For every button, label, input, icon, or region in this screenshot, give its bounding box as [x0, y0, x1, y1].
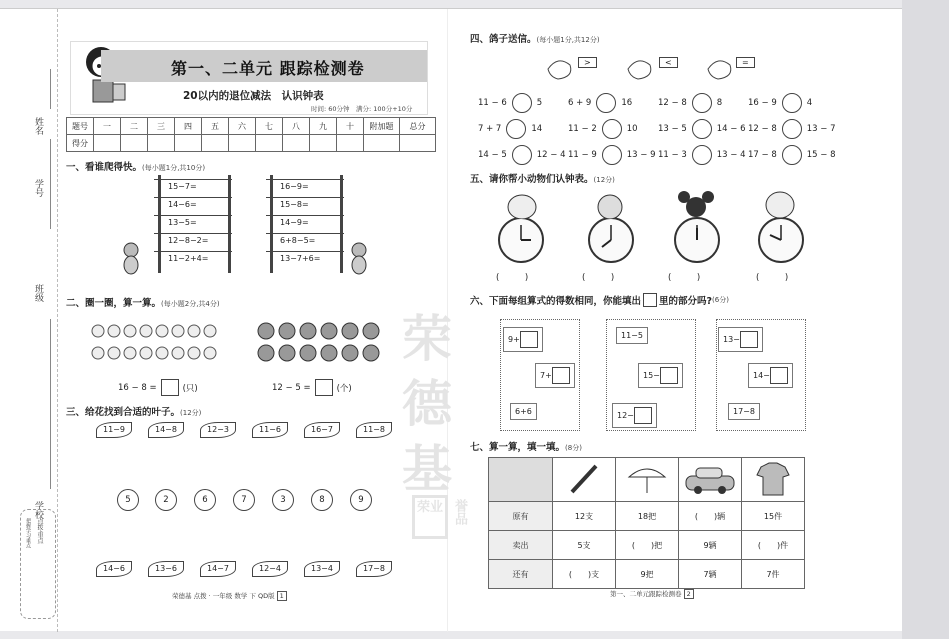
ladder-right: 16−9= 15−8= 14−9= 6+8−5= 13−7+6= [266, 175, 344, 273]
page-title: 第一、二单元 跟踪检测卷 [171, 59, 365, 78]
shirt-icon [742, 458, 805, 502]
q1-title: 一、看谁爬得快。(每小题1分,共10分) [66, 162, 206, 173]
title-banner [70, 41, 428, 115]
watermark-char-1: 荣 [402, 309, 452, 368]
watermark-char-2: 德 [402, 374, 452, 433]
leaf[interactable]: 14−8 [148, 422, 184, 438]
clock-answer[interactable]: ( ) [582, 273, 615, 283]
score-value-row: 得分 [67, 135, 436, 152]
q7-row: 还有 ( )支 9把 7辆 7件 [489, 560, 805, 589]
monkey-icon [118, 241, 144, 275]
leaf[interactable]: 16−7 [304, 422, 340, 438]
time-info: 时间: 60分钟 满分: 100分+10分 [311, 105, 413, 113]
q6-eq: 14− [748, 363, 793, 388]
label-name: 姓名 [33, 117, 43, 135]
label-student-id: 学号 [33, 179, 43, 197]
clock-icon [758, 217, 804, 263]
pigeon-icon [704, 53, 764, 83]
flower[interactable]: 8 [311, 489, 333, 511]
q4-row-1: 11 − 6 5 6 + 9 16 12 − 8 8 16 − 9 4 [478, 93, 838, 113]
flower[interactable]: 6 [194, 489, 216, 511]
q6-title: 六、下面每组算式的得数相同，你能填出 里的部分吗? (6分) [470, 293, 729, 307]
flower[interactable]: 9 [350, 489, 372, 511]
compare-circle[interactable] [692, 119, 712, 139]
q4-title: 四、鸽子送信。(每小题1分,共12分) [470, 34, 600, 45]
footer-left: 荣德基 点拨 · 一年级 数学 下 QD版 1 [172, 591, 287, 600]
q2-eq2: 12 − 5 = (个) [272, 379, 352, 396]
q7-pictures-row [489, 458, 805, 502]
leaf[interactable]: 13−4 [304, 561, 340, 577]
flower[interactable]: 7 [233, 489, 255, 511]
worksheet-page [0, 8, 902, 631]
compare-circle[interactable] [602, 145, 622, 165]
q2-eq1: 16 − 8 = (只) [118, 379, 198, 396]
clock-icon [674, 217, 720, 263]
q6-eq: 17−8 [728, 403, 760, 420]
compare-circle[interactable] [782, 93, 802, 113]
leaf[interactable]: 12−3 [200, 422, 236, 438]
clock-answer[interactable]: ( ) [756, 273, 789, 283]
q7-title: 七、算一算，填一填。(8分) [470, 442, 582, 453]
tip-sticker: 点拨·重点 把握学习重点 [20, 509, 56, 619]
clock-icon [498, 217, 544, 263]
flower[interactable]: 5 [117, 489, 139, 511]
answer-box[interactable] [660, 367, 678, 384]
q6-eq: 7+ [535, 363, 575, 388]
q6-eq: 13− [718, 327, 763, 352]
line-class [50, 319, 51, 489]
cut-line [57, 9, 58, 632]
q7-row: 卖出 5支 ( )把 9辆 ( )件 [489, 531, 805, 560]
clock-icon [588, 217, 634, 263]
compare-circle[interactable] [512, 145, 532, 165]
line-student-id [50, 139, 51, 229]
watermark-seal-left: 荣业 [412, 495, 448, 539]
compare-circle[interactable] [692, 145, 712, 165]
score-table [66, 117, 436, 152]
answer-box[interactable] [770, 367, 788, 384]
sign-card-greater: > [578, 57, 597, 68]
compare-circle[interactable] [512, 93, 532, 113]
compare-circle[interactable] [596, 93, 616, 113]
ladder-left: 15−7= 14−6= 13−5= 12−8−2= 11−2+4= [154, 175, 232, 273]
leaf[interactable]: 11−9 [96, 422, 132, 438]
answer-box[interactable] [520, 331, 538, 348]
label-school: 学校 [33, 501, 43, 519]
animal-heads-icon [500, 189, 800, 219]
footer-right: 第一、二单元跟踪检测卷 2 [610, 589, 694, 598]
q6-eq: 9+ [503, 327, 543, 352]
monkey-icon [346, 241, 372, 275]
answer-box[interactable] [161, 379, 179, 396]
car-icon [679, 458, 742, 502]
leaf[interactable]: 11−6 [252, 422, 288, 438]
leaf[interactable]: 11−8 [356, 422, 392, 438]
sign-card-less: < [659, 57, 678, 68]
leaf[interactable]: 14−6 [96, 561, 132, 577]
q4-row-2: 7 + 7 14 11 − 2 10 13 − 5 14 − 6 12 − 8 13 − 7 [478, 119, 848, 139]
flower[interactable]: 3 [272, 489, 294, 511]
pencil-icon [553, 458, 616, 502]
q7-row: 原有 12支 18把 ( )辆 15件 [489, 502, 805, 531]
apples-icon [256, 321, 396, 365]
chicks-icon [90, 321, 230, 365]
umbrella-icon [616, 458, 679, 502]
q7-table [488, 457, 805, 589]
q5-title: 五、请你帮小动物们认钟表。(12分) [470, 174, 615, 185]
compare-circle[interactable] [782, 145, 802, 165]
compare-circle[interactable] [782, 119, 802, 139]
answer-box[interactable] [315, 379, 333, 396]
leaf[interactable]: 12−4 [252, 561, 288, 577]
answer-box[interactable] [552, 367, 570, 384]
q6-eq: 6+6 [510, 403, 537, 420]
leaf[interactable]: 13−6 [148, 561, 184, 577]
clock-answer[interactable]: ( ) [668, 273, 701, 283]
label-class: 班级 [33, 284, 43, 302]
q6-eq: 11−5 [616, 327, 648, 344]
watermark-char-3: 基 [402, 439, 452, 498]
q6-eq: 12− [612, 403, 657, 428]
answer-box[interactable] [740, 331, 758, 348]
clock-answer[interactable]: ( ) [496, 273, 529, 283]
flower[interactable]: 2 [155, 489, 177, 511]
sign-card-equal: = [736, 57, 755, 68]
q6-eq: 15− [638, 363, 683, 388]
answer-box[interactable] [634, 407, 652, 424]
leaf[interactable]: 17−8 [356, 561, 392, 577]
q3-title: 三、给花找到合适的叶子。(12分) [66, 407, 202, 418]
compare-circle[interactable] [602, 119, 622, 139]
viewer-scrollbar-area[interactable] [902, 0, 949, 639]
compare-circle[interactable] [692, 93, 712, 113]
line-name [50, 69, 51, 109]
score-header-row: 题号 一 二 三 四 五 六 七 八 九 十 附加题 总分 [67, 118, 436, 135]
q2-title: 二、圈一圈，算一算。(每小题2分,共4分) [66, 298, 220, 309]
watermark-seal-right: 誉品 [452, 499, 467, 525]
compare-circle[interactable] [506, 119, 526, 139]
q4-row-3: 14 − 5 12 − 4 11 − 9 13 − 9 11 − 3 13 − 4 17 − 8 15 − 8 [478, 145, 848, 165]
page-subtitle: 20以内的退位减法 认识钟表 [183, 90, 324, 102]
leaf[interactable]: 14−7 [200, 561, 236, 577]
